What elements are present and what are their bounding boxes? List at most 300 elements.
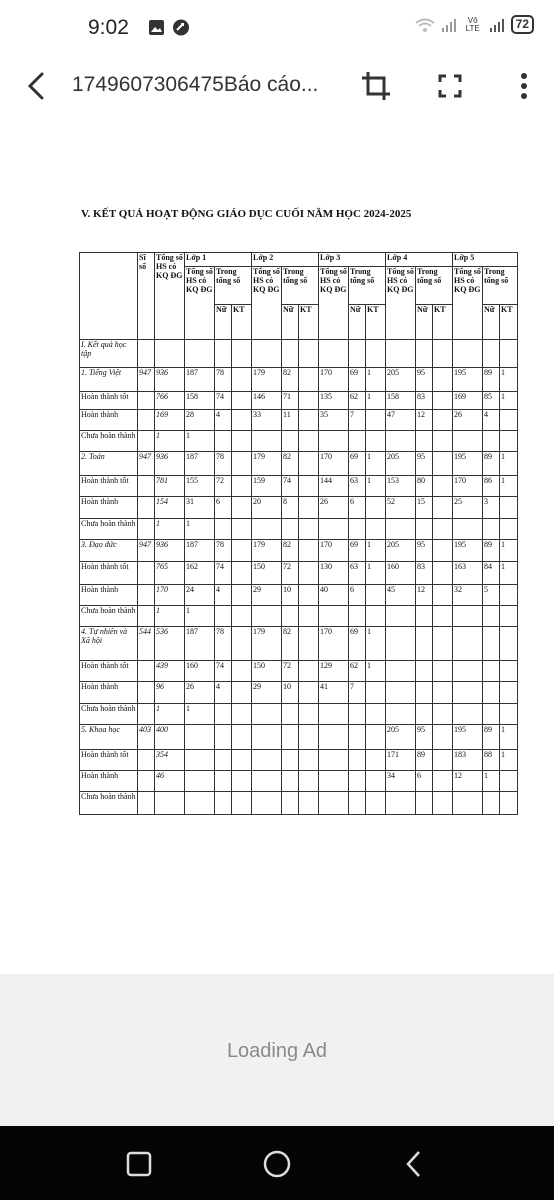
- cell-grade-kt: [299, 725, 319, 750]
- cell-grade-total: 31: [185, 497, 215, 519]
- cell-grade-kt: 1: [500, 476, 518, 497]
- subheader-total-g4: Tổng số HS có KQ ĐG: [386, 267, 416, 340]
- cell-grade-kt: [232, 452, 252, 476]
- cell-grade-kt: [433, 606, 453, 627]
- cell-grade-kt: [232, 540, 252, 562]
- cell-grade-total: [319, 519, 349, 540]
- cell-grade-nu: [215, 431, 232, 452]
- cell-grade-nu: 5: [483, 585, 500, 606]
- cell-siso: [138, 431, 155, 452]
- table-row: [80, 682, 518, 704]
- cell-grade-total: 26: [453, 410, 483, 431]
- notification-icons: [148, 18, 192, 43]
- status-bar: [0, 0, 554, 56]
- cell-grade-nu: [215, 792, 232, 815]
- results-table: [79, 252, 518, 815]
- cell-grade-total: [386, 627, 416, 661]
- cell-grade-kt: 1: [500, 392, 518, 410]
- cell-grade-kt: [433, 750, 453, 771]
- header-grade-4: Lớp 4: [386, 253, 453, 267]
- cell-grade-kt: [299, 585, 319, 606]
- cell-grade-total: 40: [319, 585, 349, 606]
- cell-grade-kt: [366, 497, 386, 519]
- cell-grade-total: [319, 606, 349, 627]
- cell-siso: [138, 497, 155, 519]
- cell-grade-nu: 89: [483, 540, 500, 562]
- subheader-trong-g3: Trong tổng số: [349, 267, 386, 305]
- cell-grade-nu: [282, 431, 299, 452]
- cell-grade-nu: 95: [416, 452, 433, 476]
- cell-grade-nu: 95: [416, 725, 433, 750]
- cell-grade-kt: 1: [366, 627, 386, 661]
- cell-grade-nu: [282, 725, 299, 750]
- subheader-kt-g2: KT: [299, 305, 319, 340]
- header-grade-2: Lớp 2: [252, 253, 319, 267]
- cell-grade-nu: 12: [416, 585, 433, 606]
- subheader-kt-g5: KT: [500, 305, 518, 340]
- toolbar: [0, 56, 554, 118]
- cell-grade-kt: [433, 725, 453, 750]
- cell-grade-nu: [483, 682, 500, 704]
- row-label: Chưa hoàn thành: [80, 704, 138, 725]
- cell-grade-total: 32: [453, 585, 483, 606]
- cell-grade-total: [252, 792, 282, 815]
- cell-grade-total: [453, 792, 483, 815]
- cell-grade-kt: [500, 661, 518, 682]
- cell-grade-kt: [232, 340, 252, 368]
- cell-grade-nu: [349, 792, 366, 815]
- cell-grade-kt: [433, 771, 453, 792]
- cell-grade-kt: [299, 476, 319, 497]
- cell-grade-kt: [232, 392, 252, 410]
- cell-grade-total: [319, 725, 349, 750]
- cell-grade-nu: 1: [483, 771, 500, 792]
- cell-grade-nu: [215, 725, 232, 750]
- cell-grade-total: 163: [453, 562, 483, 585]
- cell-grade-nu: 82: [282, 368, 299, 392]
- cell-grade-nu: [282, 606, 299, 627]
- row-label: Hoàn thành: [80, 497, 138, 519]
- table-row: [80, 410, 518, 431]
- more-options-icon[interactable]: [508, 70, 540, 102]
- crop-icon[interactable]: [360, 70, 392, 102]
- cell-grade-total: 146: [252, 392, 282, 410]
- table-row: [80, 540, 518, 562]
- cell-grade-kt: 1: [500, 452, 518, 476]
- cell-grade-kt: [366, 519, 386, 540]
- cell-grade-kt: [299, 497, 319, 519]
- cell-grade-nu: 74: [282, 476, 299, 497]
- cell-grade-kt: [433, 661, 453, 682]
- cell-total: 439: [155, 661, 185, 682]
- cell-grade-kt: [299, 392, 319, 410]
- cell-siso: [138, 661, 155, 682]
- cell-grade-kt: 1: [500, 725, 518, 750]
- subheader-total-g3: Tổng số HS có KQ ĐG: [319, 267, 349, 340]
- cell-grade-kt: [299, 562, 319, 585]
- cell-total: 936: [155, 452, 185, 476]
- cell-total: 400: [155, 725, 185, 750]
- cell-grade-nu: [215, 340, 232, 368]
- cell-grade-total: 187: [185, 627, 215, 661]
- subheader-trong-g2: Trong tổng số: [282, 267, 319, 305]
- table-row: [80, 704, 518, 725]
- cell-grade-total: [319, 771, 349, 792]
- cell-grade-total: [453, 682, 483, 704]
- cell-grade-total: 144: [319, 476, 349, 497]
- subheader-trong-g5: Trong tổng số: [483, 267, 518, 305]
- cell-grade-kt: [433, 431, 453, 452]
- row-label: 3. Đạo đức: [80, 540, 138, 562]
- cell-grade-nu: 86: [483, 476, 500, 497]
- cell-grade-total: [185, 340, 215, 368]
- cell-grade-kt: [433, 585, 453, 606]
- cell-grade-kt: 1: [366, 540, 386, 562]
- cell-grade-kt: [500, 771, 518, 792]
- cell-grade-nu: 71: [282, 392, 299, 410]
- cell-grade-nu: 69: [349, 627, 366, 661]
- status-right: [415, 15, 534, 34]
- cell-grade-total: 28: [185, 410, 215, 431]
- cell-grade-total: [252, 431, 282, 452]
- cell-grade-total: 35: [319, 410, 349, 431]
- cell-grade-total: 150: [252, 661, 282, 682]
- row-label: Chưa hoàn thành: [80, 606, 138, 627]
- cell-grade-nu: 72: [215, 476, 232, 497]
- cell-grade-kt: [500, 792, 518, 815]
- row-label: Chưa hoàn thành: [80, 431, 138, 452]
- cell-grade-nu: 74: [215, 562, 232, 585]
- cell-grade-total: [252, 606, 282, 627]
- cell-grade-total: 52: [386, 497, 416, 519]
- cell-grade-kt: [299, 771, 319, 792]
- cell-grade-nu: 78: [215, 368, 232, 392]
- row-label: 1. Tiếng Việt: [80, 368, 138, 392]
- cell-grade-kt: [433, 497, 453, 519]
- subheader-nu-g2: Nữ: [282, 305, 299, 340]
- cell-grade-kt: [500, 585, 518, 606]
- table-row: [80, 368, 518, 392]
- cell-grade-nu: 4: [483, 410, 500, 431]
- cell-grade-nu: [282, 519, 299, 540]
- ad-loading-text: Loading Ad: [226, 1040, 328, 1062]
- cell-grade-nu: [349, 519, 366, 540]
- table-row: [80, 606, 518, 627]
- cell-grade-nu: 85: [483, 392, 500, 410]
- cell-grade-nu: 4: [215, 410, 232, 431]
- cell-grade-kt: [500, 497, 518, 519]
- cell-grade-total: 155: [185, 476, 215, 497]
- signal-icon-2: [489, 17, 505, 33]
- cell-siso: [138, 771, 155, 792]
- cell-total: 46: [155, 771, 185, 792]
- subheader-nu-g1: Nữ: [215, 305, 232, 340]
- subheader-kt-g3: KT: [366, 305, 386, 340]
- cell-grade-nu: [215, 771, 232, 792]
- cell-grade-nu: [416, 704, 433, 725]
- document-title: 1749607306475Báo cáo...: [72, 73, 319, 96]
- lte-label: Vô LTE: [465, 15, 480, 33]
- cell-grade-nu: 89: [483, 725, 500, 750]
- cell-grade-nu: [349, 771, 366, 792]
- cell-grade-total: [252, 771, 282, 792]
- cell-grade-kt: [500, 606, 518, 627]
- subheader-total-g5: Tổng số HS có KQ ĐG: [453, 267, 483, 340]
- cell-grade-kt: [232, 562, 252, 585]
- cell-grade-nu: 69: [349, 540, 366, 562]
- cell-grade-nu: 74: [215, 392, 232, 410]
- cell-grade-kt: [299, 750, 319, 771]
- row-label: I. Kết quả học tập: [80, 340, 138, 368]
- table-row: [80, 519, 518, 540]
- table-row: [80, 476, 518, 497]
- cell-grade-total: 159: [252, 476, 282, 497]
- cell-total: 536: [155, 627, 185, 661]
- cell-siso: [138, 606, 155, 627]
- cell-grade-nu: 84: [483, 562, 500, 585]
- subheader-trong-g1: Trong tổng số: [215, 267, 252, 305]
- cell-grade-nu: 80: [416, 476, 433, 497]
- cell-grade-kt: [232, 682, 252, 704]
- cell-grade-total: 205: [386, 368, 416, 392]
- cell-grade-kt: [232, 725, 252, 750]
- cell-grade-kt: [433, 704, 453, 725]
- cell-grade-kt: [366, 606, 386, 627]
- cell-total: 765: [155, 562, 185, 585]
- cell-siso: [138, 704, 155, 725]
- cell-grade-nu: [349, 431, 366, 452]
- cell-grade-total: [453, 661, 483, 682]
- cell-grade-total: 160: [185, 661, 215, 682]
- cell-grade-kt: [299, 410, 319, 431]
- home-icon[interactable]: [261, 1148, 293, 1180]
- row-label: 5. Khoa học: [80, 725, 138, 750]
- cell-grade-nu: 78: [215, 540, 232, 562]
- cell-grade-kt: [366, 682, 386, 704]
- cell-grade-nu: 69: [349, 452, 366, 476]
- image-notification-icon: [148, 18, 192, 38]
- table-row: [80, 562, 518, 585]
- cell-grade-total: 187: [185, 452, 215, 476]
- cell-grade-nu: 7: [349, 682, 366, 704]
- cell-grade-total: 29: [252, 682, 282, 704]
- cell-grade-total: [252, 704, 282, 725]
- table-row: [80, 431, 518, 452]
- cell-grade-kt: [232, 368, 252, 392]
- cell-grade-total: 25: [453, 497, 483, 519]
- header-blank: [80, 253, 138, 340]
- cell-total: 96: [155, 682, 185, 704]
- cell-grade-kt: [500, 519, 518, 540]
- cell-grade-kt: [433, 368, 453, 392]
- cell-grade-kt: [299, 792, 319, 815]
- cell-grade-nu: [349, 725, 366, 750]
- cell-grade-kt: [299, 452, 319, 476]
- header-grade-3: Lớp 3: [319, 253, 386, 267]
- cell-grade-kt: [366, 585, 386, 606]
- cell-grade-nu: [483, 606, 500, 627]
- cell-grade-total: 162: [185, 562, 215, 585]
- cell-grade-nu: 62: [349, 392, 366, 410]
- cell-grade-total: 29: [252, 585, 282, 606]
- cell-grade-nu: 63: [349, 562, 366, 585]
- cell-grade-total: 1: [185, 519, 215, 540]
- cell-grade-total: 170: [319, 368, 349, 392]
- cell-grade-kt: [500, 431, 518, 452]
- cell-grade-nu: [416, 682, 433, 704]
- cell-grade-nu: [282, 340, 299, 368]
- cell-grade-total: 170: [453, 476, 483, 497]
- wifi-icon: [415, 17, 435, 33]
- cell-grade-total: 1: [185, 431, 215, 452]
- cell-grade-total: [252, 340, 282, 368]
- table-row: [80, 750, 518, 771]
- cell-grade-total: 158: [185, 392, 215, 410]
- header-grade-1: Lớp 1: [185, 253, 252, 267]
- cell-grade-kt: 1: [366, 392, 386, 410]
- cell-grade-nu: [282, 750, 299, 771]
- cell-grade-kt: [366, 725, 386, 750]
- row-label: Hoàn thành tốt: [80, 562, 138, 585]
- cell-grade-kt: [500, 682, 518, 704]
- cell-grade-total: 205: [386, 725, 416, 750]
- back-nav-icon[interactable]: [399, 1148, 431, 1180]
- cell-grade-kt: [500, 627, 518, 661]
- cell-grade-total: [252, 519, 282, 540]
- cell-grade-kt: 1: [500, 750, 518, 771]
- cell-grade-nu: 8: [282, 497, 299, 519]
- cell-grade-kt: [433, 540, 453, 562]
- cell-grade-total: 129: [319, 661, 349, 682]
- cell-grade-total: [185, 750, 215, 771]
- cell-grade-nu: [483, 661, 500, 682]
- cell-grade-kt: [232, 627, 252, 661]
- cell-grade-total: 47: [386, 410, 416, 431]
- cell-grade-total: [453, 519, 483, 540]
- cell-grade-kt: [433, 792, 453, 815]
- cell-grade-total: 41: [319, 682, 349, 704]
- cell-grade-total: 195: [453, 452, 483, 476]
- cell-grade-kt: [299, 704, 319, 725]
- cell-grade-total: 24: [185, 585, 215, 606]
- cell-grade-kt: [299, 431, 319, 452]
- cell-grade-nu: 72: [282, 562, 299, 585]
- table-row: [80, 585, 518, 606]
- cell-siso: [138, 519, 155, 540]
- fullscreen-icon[interactable]: [434, 70, 466, 102]
- subheader-total-g1: Tổng số HS có KQ ĐG: [185, 267, 215, 340]
- cell-total: 1: [155, 704, 185, 725]
- cell-grade-total: 187: [185, 540, 215, 562]
- cell-grade-kt: [232, 410, 252, 431]
- subheader-kt-g4: KT: [433, 305, 453, 340]
- cell-grade-kt: [232, 519, 252, 540]
- navigation-bar: [0, 1126, 554, 1200]
- cell-grade-nu: [483, 792, 500, 815]
- cell-grade-total: [386, 704, 416, 725]
- table-row: [80, 340, 518, 368]
- cell-grade-total: 183: [453, 750, 483, 771]
- cell-grade-nu: 3: [483, 497, 500, 519]
- cell-grade-total: [185, 792, 215, 815]
- subheader-nu-g4: Nữ: [416, 305, 433, 340]
- cell-grade-total: [252, 750, 282, 771]
- cell-grade-kt: [433, 476, 453, 497]
- cell-grade-nu: 6: [416, 771, 433, 792]
- document-heading: V. KẾT QUẢ HOẠT ĐỘNG GIÁO DỤC CUỐI NĂM HỌC 2024-2025: [81, 208, 412, 220]
- cell-grade-nu: [282, 771, 299, 792]
- battery-indicator: 72: [511, 15, 534, 34]
- cell-grade-kt: [500, 704, 518, 725]
- cell-grade-nu: 10: [282, 585, 299, 606]
- subheader-kt-g1: KT: [232, 305, 252, 340]
- cell-grade-nu: [282, 704, 299, 725]
- cell-grade-nu: 82: [282, 627, 299, 661]
- cell-grade-total: 170: [319, 627, 349, 661]
- cell-grade-total: [386, 682, 416, 704]
- cell-grade-kt: [366, 771, 386, 792]
- cell-grade-kt: [299, 340, 319, 368]
- cell-grade-total: [453, 340, 483, 368]
- cell-grade-nu: [349, 340, 366, 368]
- cell-grade-nu: 62: [349, 661, 366, 682]
- cell-grade-total: 170: [319, 540, 349, 562]
- cell-total: [155, 340, 185, 368]
- cell-grade-nu: 63: [349, 476, 366, 497]
- cell-grade-nu: [416, 792, 433, 815]
- cell-grade-total: 205: [386, 452, 416, 476]
- back-arrow-icon[interactable]: [20, 70, 52, 102]
- cell-grade-kt: 1: [500, 562, 518, 585]
- cell-grade-nu: [416, 627, 433, 661]
- cell-grade-nu: 6: [215, 497, 232, 519]
- row-label: Hoàn thành: [80, 410, 138, 431]
- cell-grade-kt: [366, 410, 386, 431]
- cell-grade-kt: [299, 627, 319, 661]
- table-row: [80, 627, 518, 661]
- cell-grade-kt: [299, 661, 319, 682]
- cell-siso: [138, 392, 155, 410]
- cell-grade-total: [453, 627, 483, 661]
- recent-apps-icon[interactable]: [123, 1148, 155, 1180]
- cell-total: 1: [155, 606, 185, 627]
- cell-grade-total: [319, 704, 349, 725]
- ad-banner[interactable]: [0, 974, 554, 1126]
- cell-grade-kt: [299, 606, 319, 627]
- cell-grade-total: [319, 750, 349, 771]
- cell-siso: [138, 682, 155, 704]
- cell-grade-kt: [366, 340, 386, 368]
- cell-grade-total: 158: [386, 392, 416, 410]
- cell-siso: 403: [138, 725, 155, 750]
- cell-grade-kt: [299, 368, 319, 392]
- table-row: [80, 661, 518, 682]
- cell-total: 169: [155, 410, 185, 431]
- cell-grade-kt: [366, 792, 386, 815]
- cell-grade-nu: [416, 661, 433, 682]
- cell-grade-kt: [299, 519, 319, 540]
- cell-grade-nu: [416, 606, 433, 627]
- cell-grade-total: 171: [386, 750, 416, 771]
- cell-grade-total: [319, 340, 349, 368]
- cell-grade-nu: 4: [215, 585, 232, 606]
- cell-grade-nu: [215, 519, 232, 540]
- cell-grade-nu: 12: [416, 410, 433, 431]
- cell-siso: 947: [138, 540, 155, 562]
- cell-grade-nu: [483, 627, 500, 661]
- cell-grade-total: [319, 431, 349, 452]
- cell-grade-total: 20: [252, 497, 282, 519]
